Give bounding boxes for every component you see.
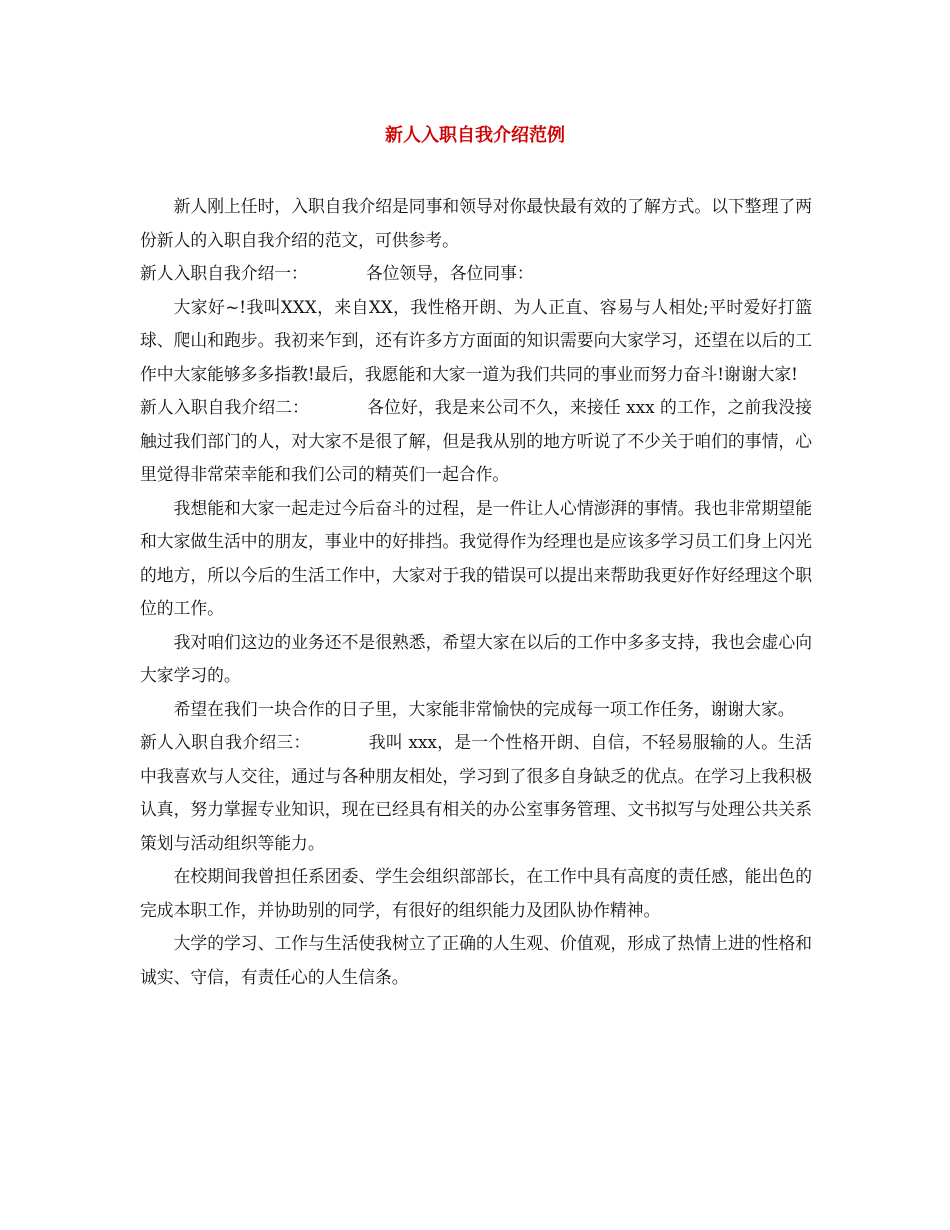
- sample1-heading-line: [140, 257, 812, 291]
- sample3-first-paragraph: [140, 726, 812, 860]
- sample3-paragraph: 大学的学习、工作与生活使我树立了正确的人生观、价值观，形成了热情上进的性格和诚实、守信，有责任心的人生信条。: [140, 933, 812, 987]
- sample1-heading: 新人入职自我介绍一：: [140, 263, 308, 283]
- sample3-paragraph: 在校期间我曾担任系团委、学生会组织部部长，在工作中具有高度的责任感，能出色的完成本职工作，并协助别的同学，有很好的组织能力及团队协作精神。: [140, 866, 812, 920]
- sample2-heading: 新人入职自我介绍二：: [140, 397, 310, 417]
- sample2-first-text: 各位好，我是来公司不久，来接任 xxx 的工作，之前我没接触过我们部门的人，对大家不是很了解，但是我从别的地方听说了不少关于咱们的事情，心里觉得非常荣幸能和我们公司的精英们一起合作。: [140, 397, 812, 484]
- sample2-paragraph: 希望在我们一块合作的日子里，大家能非常愉快的完成每一项工作任务，谢谢大家。: [173, 698, 795, 719]
- sample2-first-paragraph: [140, 391, 812, 492]
- sample1-greeting: 各位领导，各位同事：: [365, 263, 534, 283]
- sample2-paragraph: 我对咱们这边的业务还不是很熟悉，希望大家在以后的工作中多多支持，我也会虚心向大家学习的。: [140, 631, 812, 685]
- document-body: [140, 190, 812, 994]
- sample1-paragraph: 大家好~!我叫XXX，来自XX，我性格开朗、为人正直、容易与人相处;平时爱好打篮球、爬山和跑步。我初来乍到，还有许多方方面面的知识需要向大家学习，还望在以后的工作中大家能够多多指教!最后，我愿能和大家一道为我们共同的事业而努力奋斗!谢谢大家!: [140, 296, 812, 384]
- sample3-heading: 新人入职自我介绍三：: [140, 732, 311, 752]
- document-title: 新人入职自我介绍范例: [385, 125, 565, 146]
- intro-paragraph: 新人刚上任时，入职自我介绍是同事和领导对你最快最有效的了解方式。以下整理了两份新人的入职自我介绍的范文，可供参考。: [140, 196, 812, 250]
- sample3-first-text: 我叫 xxx，是一个性格开朗、自信，不轻易服输的人。生活中我喜欢与人交往，通过与各种朋友相处，学习到了很多自身缺乏的优点。在学习上我积极认真，努力掌握专业知识，现在已经具有相关的办公室事务管理、文书拟写与处理公共关系策划与活动组织等能力。: [140, 732, 812, 853]
- sample2-paragraph: 我想能和大家一起走过今后奋斗的过程，是一件让人心情澎湃的事情。我也非常期望能和大家做生活中的朋友，事业中的好排挡。我觉得作为经理也是应该多学习员工们身上闪光的地方，所以今后的生活工作中，大家对于我的错误可以提出来帮助我更好作好经理这个职位的工作。: [140, 497, 812, 618]
